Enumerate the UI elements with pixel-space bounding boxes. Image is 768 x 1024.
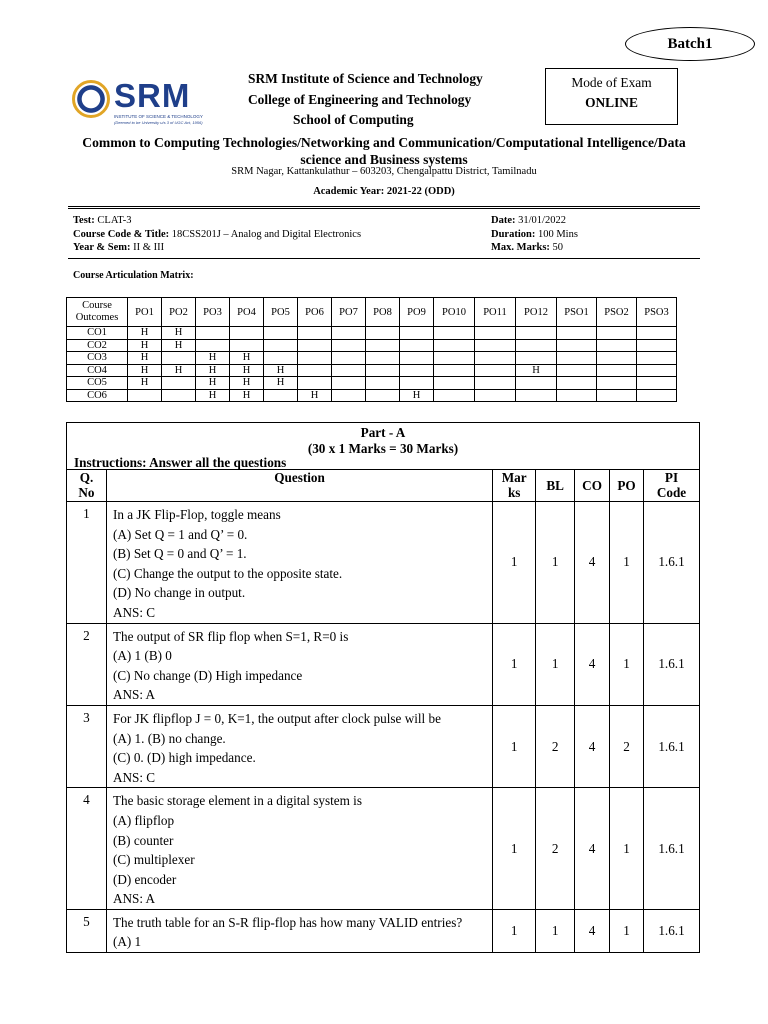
divider-top bbox=[68, 206, 700, 207]
matrix-header: PSO1 bbox=[557, 298, 597, 327]
matrix-cell: H bbox=[128, 339, 162, 352]
matrix-header-row bbox=[67, 298, 677, 327]
matrix-cell bbox=[434, 389, 475, 402]
question-number: 4 bbox=[67, 788, 107, 910]
matrix-row bbox=[67, 377, 677, 390]
matrix-cell bbox=[637, 339, 677, 352]
col-co: CO bbox=[575, 470, 610, 502]
question-co: 4 bbox=[575, 909, 610, 952]
matrix-cell: H bbox=[128, 377, 162, 390]
matrix-cell bbox=[400, 352, 434, 365]
matrix-cell bbox=[516, 327, 557, 340]
test-value: CLAT-3 bbox=[97, 215, 132, 226]
question-po: 2 bbox=[610, 705, 644, 787]
matrix-cell bbox=[637, 389, 677, 402]
matrix-cell bbox=[162, 352, 196, 365]
logo-subtitle: INSTITUTE OF SCIENCE & TECHNOLOGY bbox=[114, 114, 203, 119]
question-line: ANS: C bbox=[112, 769, 156, 785]
question-co: 4 bbox=[575, 502, 610, 624]
question-pi: 1.6.1 bbox=[644, 788, 700, 910]
matrix-co-cell: CO3 bbox=[67, 352, 128, 365]
matrix-cell bbox=[332, 377, 366, 390]
matrix-cell bbox=[434, 377, 475, 390]
academic-year: Academic Year: 2021-22 (ODD) bbox=[313, 186, 455, 197]
duration-value: 100 Mins bbox=[537, 228, 578, 240]
matrix-header: PO5 bbox=[264, 298, 298, 327]
question-bl: 2 bbox=[536, 705, 575, 787]
question-number: 5 bbox=[67, 909, 107, 952]
year-row: Year & Sem: II & III bbox=[73, 242, 165, 254]
question-number: 1 bbox=[67, 502, 107, 624]
part-a-instructions: Instructions: Answer all the questions bbox=[67, 457, 700, 470]
matrix-header: PO10 bbox=[434, 298, 475, 327]
question-po: 1 bbox=[610, 909, 644, 952]
question-line: The basic storage element in a digital system is bbox=[112, 793, 362, 809]
question-co: 4 bbox=[575, 623, 610, 705]
matrix-cell bbox=[475, 352, 516, 365]
matrix-cell bbox=[557, 327, 597, 340]
question-row bbox=[67, 788, 700, 910]
matrix-cell bbox=[516, 352, 557, 365]
matrix-cell bbox=[516, 377, 557, 390]
question-bl: 1 bbox=[536, 623, 575, 705]
max-marks-value: 50 bbox=[552, 242, 564, 254]
matrix-cell bbox=[332, 352, 366, 365]
part-a-instructions-row bbox=[67, 457, 700, 470]
matrix-cell bbox=[230, 339, 264, 352]
question-marks: 1 bbox=[493, 788, 536, 910]
matrix-cell bbox=[637, 352, 677, 365]
matrix-header: PO9 bbox=[400, 298, 434, 327]
matrix-cell: H bbox=[264, 364, 298, 377]
matrix-cell bbox=[597, 389, 637, 402]
articulation-matrix bbox=[66, 297, 677, 402]
matrix-header: PO1 bbox=[128, 298, 162, 327]
max-marks-row: Max. Marks: 50 bbox=[491, 242, 564, 254]
question-line: (D) No change in output. bbox=[112, 585, 246, 601]
part-a-heading-row bbox=[67, 423, 700, 458]
matrix-row bbox=[67, 364, 677, 377]
matrix-header: PSO3 bbox=[637, 298, 677, 327]
matrix-cell bbox=[332, 327, 366, 340]
question-bl: 1 bbox=[536, 909, 575, 952]
question-text bbox=[106, 623, 492, 705]
date-row: Date: 31/01/2022 bbox=[491, 215, 566, 226]
matrix-cell bbox=[366, 327, 400, 340]
matrix-cell bbox=[298, 364, 332, 377]
question-co: 4 bbox=[575, 788, 610, 910]
matrix-cell bbox=[637, 377, 677, 390]
matrix-co-cell: CO5 bbox=[67, 377, 128, 390]
matrix-row bbox=[67, 352, 677, 365]
matrix-cell bbox=[298, 327, 332, 340]
matrix-cell: H bbox=[298, 389, 332, 402]
matrix-cell: H bbox=[516, 364, 557, 377]
question-line: (C) Change the output to the opposite state. bbox=[112, 565, 343, 581]
matrix-header: PSO2 bbox=[597, 298, 637, 327]
matrix-title: Course Articulation Matrix: bbox=[73, 270, 194, 281]
test-details-right bbox=[491, 214, 578, 255]
matrix-cell bbox=[516, 389, 557, 402]
matrix-row bbox=[67, 339, 677, 352]
matrix-cell bbox=[162, 389, 196, 402]
batch-label: Batch1 bbox=[625, 27, 755, 61]
matrix-cell bbox=[557, 364, 597, 377]
question-number: 3 bbox=[67, 705, 107, 787]
part-a-column-headers bbox=[67, 470, 700, 502]
matrix-cell bbox=[128, 389, 162, 402]
common-to-heading: Common to Computing Technologies/Networking and Communication/Computational Intelligence/Data science and Business systems bbox=[82, 135, 686, 167]
question-text bbox=[106, 909, 492, 952]
matrix-cell bbox=[332, 339, 366, 352]
matrix-cell bbox=[597, 364, 637, 377]
matrix-cell bbox=[400, 339, 434, 352]
question-row bbox=[67, 705, 700, 787]
question-line: (A) 1 (B) 0 bbox=[112, 648, 172, 664]
question-text bbox=[106, 502, 492, 624]
matrix-cell bbox=[264, 339, 298, 352]
matrix-cell: H bbox=[230, 377, 264, 390]
question-po: 1 bbox=[610, 623, 644, 705]
matrix-cell bbox=[196, 339, 230, 352]
question-line: (A) flipflop bbox=[112, 812, 175, 828]
matrix-cell: H bbox=[162, 327, 196, 340]
question-line: For JK flipflop J = 0, K=1, the output after clock pulse will be bbox=[112, 710, 441, 726]
matrix-header: PO6 bbox=[298, 298, 332, 327]
col-qno: Q. No bbox=[67, 470, 107, 502]
exam-mode-value: ONLINE bbox=[585, 95, 638, 110]
matrix-cell bbox=[366, 339, 400, 352]
course-row: Course Code & Title: 18CSS201J – Analog and Digital Electronics bbox=[73, 228, 362, 240]
matrix-cell bbox=[332, 389, 366, 402]
date-value: 31/01/2022 bbox=[518, 215, 566, 226]
question-row bbox=[67, 909, 700, 952]
question-line: (A) 1. (B) no change. bbox=[112, 730, 226, 746]
matrix-cell bbox=[366, 352, 400, 365]
matrix-cell: H bbox=[230, 364, 264, 377]
matrix-cell bbox=[264, 352, 298, 365]
matrix-co-cell: CO1 bbox=[67, 327, 128, 340]
matrix-cell bbox=[597, 327, 637, 340]
col-marks: Mar ks bbox=[493, 470, 536, 502]
matrix-cell bbox=[637, 364, 677, 377]
question-line: (A) Set Q = 1 and Q’ = 0. bbox=[112, 526, 248, 542]
matrix-header: PO4 bbox=[230, 298, 264, 327]
part-a-title: Part - A bbox=[360, 425, 406, 440]
question-row bbox=[67, 502, 700, 624]
matrix-cell bbox=[332, 364, 366, 377]
matrix-row bbox=[67, 389, 677, 402]
matrix-cell bbox=[434, 352, 475, 365]
part-a-marks: (30 x 1 Marks = 30 Marks) bbox=[307, 441, 459, 456]
matrix-header: PO2 bbox=[162, 298, 196, 327]
question-line: (C) multiplexer bbox=[112, 852, 195, 868]
matrix-cell bbox=[434, 339, 475, 352]
matrix-header: PO7 bbox=[332, 298, 366, 327]
matrix-cell bbox=[264, 389, 298, 402]
matrix-cell: H bbox=[128, 352, 162, 365]
question-marks: 1 bbox=[493, 909, 536, 952]
question-line: (C) 0. (D) high impedance. bbox=[112, 750, 256, 766]
matrix-cell bbox=[557, 339, 597, 352]
logo-wordmark: SRM bbox=[114, 77, 191, 114]
college-name: College of Engineering and Technology bbox=[248, 91, 472, 107]
matrix-cell bbox=[597, 377, 637, 390]
matrix-corner: Course Outcomes bbox=[67, 298, 128, 327]
matrix-cell bbox=[298, 377, 332, 390]
matrix-cell: H bbox=[162, 339, 196, 352]
part-a-table bbox=[66, 422, 700, 953]
question-pi: 1.6.1 bbox=[644, 909, 700, 952]
question-text bbox=[106, 705, 492, 787]
matrix-co-cell: CO2 bbox=[67, 339, 128, 352]
question-po: 1 bbox=[610, 502, 644, 624]
matrix-cell bbox=[298, 339, 332, 352]
matrix-cell bbox=[196, 327, 230, 340]
matrix-cell: H bbox=[196, 389, 230, 402]
matrix-cell bbox=[400, 377, 434, 390]
matrix-header: PO8 bbox=[366, 298, 400, 327]
question-line: (B) counter bbox=[112, 832, 174, 848]
question-pi: 1.6.1 bbox=[644, 705, 700, 787]
matrix-cell bbox=[366, 377, 400, 390]
col-pi-code: PI Code bbox=[644, 470, 700, 502]
questions-body bbox=[67, 502, 700, 953]
question-marks: 1 bbox=[493, 502, 536, 624]
matrix-cell bbox=[400, 364, 434, 377]
matrix-row bbox=[67, 327, 677, 340]
matrix-cell: H bbox=[162, 364, 196, 377]
matrix-cell: H bbox=[264, 377, 298, 390]
matrix-cell bbox=[366, 389, 400, 402]
matrix-header: PO11 bbox=[475, 298, 516, 327]
exam-mode-box bbox=[545, 68, 678, 125]
matrix-cell bbox=[516, 339, 557, 352]
institution-header bbox=[248, 69, 538, 131]
srm-emblem-icon bbox=[72, 80, 110, 118]
school-name: School of Computing bbox=[293, 112, 414, 127]
matrix-co-cell: CO6 bbox=[67, 389, 128, 402]
year-value: II & III bbox=[133, 242, 165, 254]
matrix-cell: H bbox=[128, 364, 162, 377]
question-pi: 1.6.1 bbox=[644, 502, 700, 624]
matrix-header: PO12 bbox=[516, 298, 557, 327]
col-bl: BL bbox=[536, 470, 575, 502]
question-co: 4 bbox=[575, 705, 610, 787]
question-text bbox=[106, 788, 492, 910]
question-line: In a JK Flip-Flop, toggle means bbox=[112, 507, 281, 522]
address: SRM Nagar, Kattankulathur – 603203, Chengalpattu District, Tamilnadu bbox=[231, 166, 537, 177]
question-po: 1 bbox=[610, 788, 644, 910]
matrix-cell bbox=[230, 327, 264, 340]
question-marks: 1 bbox=[493, 705, 536, 787]
matrix-cell bbox=[366, 364, 400, 377]
matrix-cell bbox=[557, 377, 597, 390]
matrix-body bbox=[67, 327, 677, 402]
divider-middle bbox=[68, 258, 700, 259]
question-line: (C) No change (D) High impedance bbox=[112, 667, 303, 683]
matrix-cell bbox=[475, 377, 516, 390]
matrix-cell bbox=[434, 327, 475, 340]
question-line: ANS: C bbox=[112, 604, 156, 620]
question-number: 2 bbox=[67, 623, 107, 705]
matrix-cell bbox=[400, 327, 434, 340]
matrix-cell: H bbox=[400, 389, 434, 402]
matrix-header: PO3 bbox=[196, 298, 230, 327]
course-value: 18CSS201J – Analog and Digital Electronics bbox=[171, 228, 362, 240]
question-line: (D) encoder bbox=[112, 871, 177, 887]
matrix-cell bbox=[557, 389, 597, 402]
matrix-cell: H bbox=[230, 352, 264, 365]
matrix-cell bbox=[637, 327, 677, 340]
matrix-cell bbox=[475, 327, 516, 340]
question-bl: 2 bbox=[536, 788, 575, 910]
col-po: PO bbox=[610, 470, 644, 502]
part-a-heading bbox=[67, 423, 700, 458]
matrix-cell bbox=[298, 352, 332, 365]
matrix-cell: H bbox=[196, 377, 230, 390]
institution-name: SRM Institute of Science and Technology bbox=[248, 71, 483, 86]
logo-tagline: (Deemed to be University u/s 3 of UGC Act, 1956) bbox=[114, 120, 203, 125]
question-pi: 1.6.1 bbox=[644, 623, 700, 705]
question-row bbox=[67, 623, 700, 705]
question-line: ANS: A bbox=[112, 687, 156, 703]
question-line: The output of SR flip flop when S=1, R=0 is bbox=[112, 628, 349, 644]
matrix-cell bbox=[264, 327, 298, 340]
matrix-cell: H bbox=[128, 327, 162, 340]
test-row: Test: CLAT-3 bbox=[73, 215, 132, 226]
test-details-left bbox=[73, 214, 361, 255]
matrix-cell bbox=[475, 339, 516, 352]
matrix-cell: H bbox=[196, 352, 230, 365]
matrix-cell bbox=[597, 352, 637, 365]
question-line: ANS: A bbox=[112, 891, 156, 907]
matrix-cell bbox=[557, 352, 597, 365]
question-line: (B) Set Q = 0 and Q’ = 1. bbox=[112, 546, 247, 562]
question-marks: 1 bbox=[493, 623, 536, 705]
exam-mode-label: Mode of Exam bbox=[571, 75, 652, 90]
srm-logo bbox=[70, 76, 205, 124]
matrix-cell: H bbox=[196, 364, 230, 377]
divider-top-2 bbox=[68, 208, 700, 209]
question-line: The truth table for an S-R flip-flop has how many VALID entries? bbox=[112, 914, 463, 930]
col-question: Question bbox=[106, 470, 492, 502]
matrix-cell: H bbox=[230, 389, 264, 402]
question-bl: 1 bbox=[536, 502, 575, 624]
matrix-cell bbox=[162, 377, 196, 390]
duration-row: Duration: 100 Mins bbox=[491, 228, 578, 240]
matrix-cell bbox=[434, 364, 475, 377]
matrix-cell bbox=[597, 339, 637, 352]
matrix-co-cell: CO4 bbox=[67, 364, 128, 377]
matrix-cell bbox=[475, 364, 516, 377]
matrix-cell bbox=[475, 389, 516, 402]
question-line: (A) 1 bbox=[112, 934, 142, 950]
